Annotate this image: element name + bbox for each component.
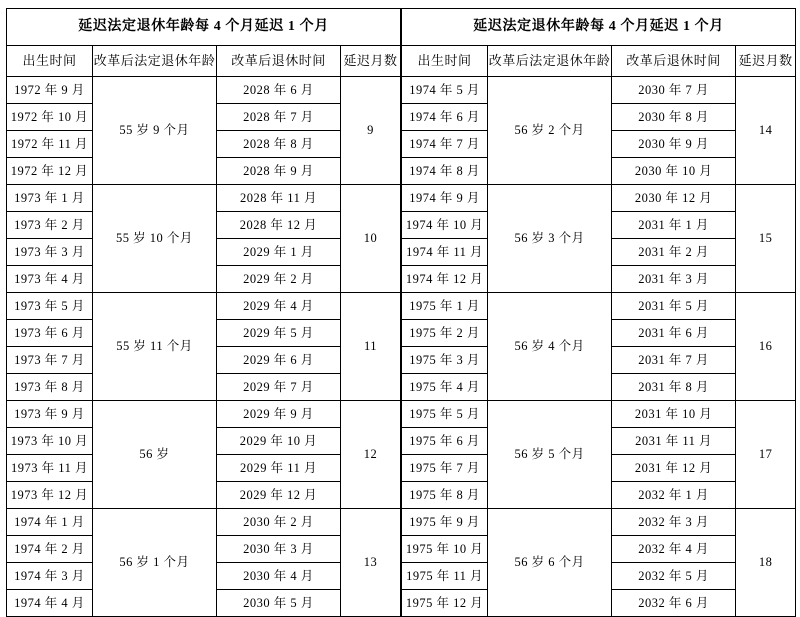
table-row (7, 185, 401, 212)
cell-birth-date: 1973 年 7 月 (7, 347, 93, 374)
cell-retirement-time: 2028 年 8 月 (217, 131, 341, 158)
table-row (402, 293, 796, 320)
table-title: 延迟法定退休年龄每 4 个月延迟 1 个月 (7, 9, 401, 46)
table-row (7, 401, 401, 428)
cell-birth-date: 1975 年 3 月 (402, 347, 488, 374)
cell-retirement-time: 2030 年 5 月 (217, 590, 341, 617)
cell-retirement-time: 2029 年 1 月 (217, 239, 341, 266)
retirement-table-right (401, 8, 796, 617)
cell-birth-date: 1975 年 2 月 (402, 320, 488, 347)
table-title-row (402, 9, 796, 46)
cell-delay-months: 11 (341, 293, 401, 401)
cell-birth-date: 1973 年 5 月 (7, 293, 93, 320)
cell-retirement-time: 2031 年 10 月 (612, 401, 736, 428)
cell-delay-months: 17 (736, 401, 796, 509)
column-header-birth: 出生时间 (7, 46, 93, 77)
cell-retirement-age: 56 岁 6 个月 (488, 509, 612, 617)
cell-retirement-age: 56 岁 2 个月 (488, 77, 612, 185)
cell-retirement-time: 2030 年 9 月 (612, 131, 736, 158)
cell-retirement-time: 2029 年 2 月 (217, 266, 341, 293)
column-header-retirement-time: 改革后退休时间 (217, 46, 341, 77)
cell-retirement-time: 2030 年 4 月 (217, 563, 341, 590)
table-header-row (402, 46, 796, 77)
cell-birth-date: 1975 年 9 月 (402, 509, 488, 536)
cell-retirement-time: 2030 年 2 月 (217, 509, 341, 536)
cell-birth-date: 1973 年 10 月 (7, 428, 93, 455)
cell-birth-date: 1975 年 10 月 (402, 536, 488, 563)
cell-delay-months: 14 (736, 77, 796, 185)
cell-retirement-time: 2031 年 5 月 (612, 293, 736, 320)
cell-birth-date: 1975 年 4 月 (402, 374, 488, 401)
cell-delay-months: 16 (736, 293, 796, 401)
column-header-delay-months: 延迟月数 (736, 46, 796, 77)
cell-birth-date: 1974 年 7 月 (402, 131, 488, 158)
cell-delay-months: 12 (341, 401, 401, 509)
cell-retirement-time: 2030 年 10 月 (612, 158, 736, 185)
cell-retirement-age: 56 岁 5 个月 (488, 401, 612, 509)
cell-retirement-time: 2031 年 8 月 (612, 374, 736, 401)
cell-retirement-time: 2032 年 4 月 (612, 536, 736, 563)
table-row (7, 293, 401, 320)
cell-birth-date: 1974 年 1 月 (7, 509, 93, 536)
cell-retirement-time: 2030 年 7 月 (612, 77, 736, 104)
cell-birth-date: 1973 年 12 月 (7, 482, 93, 509)
cell-birth-date: 1975 年 6 月 (402, 428, 488, 455)
cell-retirement-time: 2028 年 12 月 (217, 212, 341, 239)
cell-retirement-age: 56 岁 1 个月 (93, 509, 217, 617)
cell-retirement-time: 2031 年 11 月 (612, 428, 736, 455)
cell-birth-date: 1973 年 8 月 (7, 374, 93, 401)
table-title-row (7, 9, 401, 46)
cell-retirement-age: 55 岁 9 个月 (93, 77, 217, 185)
cell-retirement-time: 2029 年 10 月 (217, 428, 341, 455)
cell-birth-date: 1973 年 9 月 (7, 401, 93, 428)
cell-retirement-time: 2028 年 11 月 (217, 185, 341, 212)
table-row (402, 401, 796, 428)
cell-retirement-time: 2032 年 3 月 (612, 509, 736, 536)
retirement-table-left (6, 8, 401, 617)
cell-retirement-age: 55 岁 10 个月 (93, 185, 217, 293)
cell-retirement-age: 56 岁 4 个月 (488, 293, 612, 401)
cell-birth-date: 1974 年 11 月 (402, 239, 488, 266)
cell-birth-date: 1972 年 11 月 (7, 131, 93, 158)
column-header-retirement-age: 改革后法定退休年龄 (93, 46, 217, 77)
cell-retirement-time: 2029 年 12 月 (217, 482, 341, 509)
cell-birth-date: 1975 年 8 月 (402, 482, 488, 509)
table-body-right (402, 9, 796, 617)
cell-retirement-time: 2032 年 5 月 (612, 563, 736, 590)
cell-retirement-time: 2030 年 12 月 (612, 185, 736, 212)
cell-retirement-time: 2028 年 9 月 (217, 158, 341, 185)
cell-birth-date: 1975 年 11 月 (402, 563, 488, 590)
cell-retirement-time: 2031 年 2 月 (612, 239, 736, 266)
cell-birth-date: 1974 年 5 月 (402, 77, 488, 104)
cell-birth-date: 1973 年 2 月 (7, 212, 93, 239)
cell-retirement-time: 2029 年 9 月 (217, 401, 341, 428)
table-row (402, 77, 796, 104)
cell-retirement-time: 2031 年 12 月 (612, 455, 736, 482)
cell-birth-date: 1972 年 9 月 (7, 77, 93, 104)
cell-retirement-time: 2031 年 6 月 (612, 320, 736, 347)
table-body-left (7, 9, 401, 617)
column-header-birth: 出生时间 (402, 46, 488, 77)
cell-retirement-time: 2031 年 3 月 (612, 266, 736, 293)
cell-birth-date: 1974 年 4 月 (7, 590, 93, 617)
cell-retirement-time: 2028 年 7 月 (217, 104, 341, 131)
cell-birth-date: 1975 年 1 月 (402, 293, 488, 320)
cell-delay-months: 9 (341, 77, 401, 185)
cell-retirement-age: 56 岁 (93, 401, 217, 509)
cell-retirement-time: 2030 年 8 月 (612, 104, 736, 131)
cell-birth-date: 1973 年 11 月 (7, 455, 93, 482)
cell-retirement-time: 2029 年 4 月 (217, 293, 341, 320)
cell-birth-date: 1974 年 8 月 (402, 158, 488, 185)
cell-birth-date: 1974 年 6 月 (402, 104, 488, 131)
cell-retirement-time: 2029 年 6 月 (217, 347, 341, 374)
cell-delay-months: 18 (736, 509, 796, 617)
column-header-delay-months: 延迟月数 (341, 46, 401, 77)
cell-retirement-time: 2030 年 3 月 (217, 536, 341, 563)
retirement-schedule-tables (6, 8, 794, 617)
cell-birth-date: 1973 年 3 月 (7, 239, 93, 266)
table-row (7, 77, 401, 104)
cell-birth-date: 1973 年 4 月 (7, 266, 93, 293)
cell-birth-date: 1974 年 9 月 (402, 185, 488, 212)
cell-retirement-time: 2029 年 7 月 (217, 374, 341, 401)
cell-birth-date: 1972 年 12 月 (7, 158, 93, 185)
table-row (7, 509, 401, 536)
cell-birth-date: 1975 年 7 月 (402, 455, 488, 482)
table-row (402, 185, 796, 212)
cell-retirement-age: 56 岁 3 个月 (488, 185, 612, 293)
cell-retirement-time: 2032 年 6 月 (612, 590, 736, 617)
cell-retirement-time: 2031 年 1 月 (612, 212, 736, 239)
cell-retirement-time: 2028 年 6 月 (217, 77, 341, 104)
cell-retirement-time: 2032 年 1 月 (612, 482, 736, 509)
cell-birth-date: 1973 年 6 月 (7, 320, 93, 347)
cell-birth-date: 1975 年 12 月 (402, 590, 488, 617)
cell-birth-date: 1974 年 2 月 (7, 536, 93, 563)
column-header-retirement-time: 改革后退休时间 (612, 46, 736, 77)
cell-retirement-age: 55 岁 11 个月 (93, 293, 217, 401)
cell-retirement-time: 2029 年 11 月 (217, 455, 341, 482)
cell-birth-date: 1974 年 10 月 (402, 212, 488, 239)
cell-delay-months: 15 (736, 185, 796, 293)
cell-birth-date: 1974 年 3 月 (7, 563, 93, 590)
cell-birth-date: 1972 年 10 月 (7, 104, 93, 131)
table-title: 延迟法定退休年龄每 4 个月延迟 1 个月 (402, 9, 796, 46)
table-row (402, 509, 796, 536)
cell-delay-months: 10 (341, 185, 401, 293)
cell-birth-date: 1974 年 12 月 (402, 266, 488, 293)
cell-birth-date: 1973 年 1 月 (7, 185, 93, 212)
cell-delay-months: 13 (341, 509, 401, 617)
cell-birth-date: 1975 年 5 月 (402, 401, 488, 428)
cell-retirement-time: 2031 年 7 月 (612, 347, 736, 374)
column-header-retirement-age: 改革后法定退休年龄 (488, 46, 612, 77)
cell-retirement-time: 2029 年 5 月 (217, 320, 341, 347)
table-header-row (7, 46, 401, 77)
